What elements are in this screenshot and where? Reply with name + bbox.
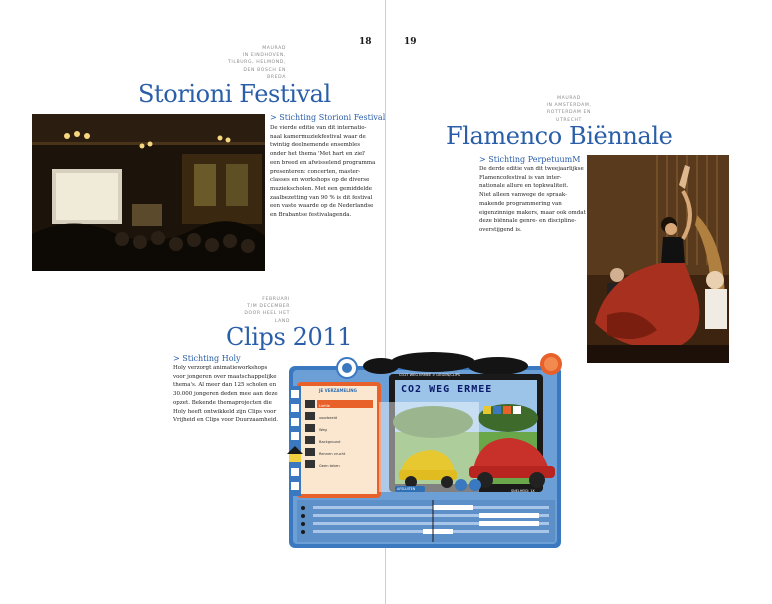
body-line: classes en workshops op de diverse xyxy=(270,177,370,184)
meta-line: MAURAD xyxy=(557,96,581,101)
body-line: eigenzinnige makers, maar ook omdat xyxy=(479,209,586,216)
page-number-right: 19 xyxy=(404,37,417,47)
body-line: makende programmering van xyxy=(479,200,562,207)
body-line: onder het thema 'Met hart en ziel' xyxy=(270,151,366,158)
body-line: nationale allure en topkwaliteit. xyxy=(479,183,569,190)
body-line: opzet. Bekende themaprojecten die xyxy=(173,399,272,406)
body-line: naal kamermuziekfestival waar de xyxy=(270,133,366,140)
body-line: zaalbezetting van 90 % is dit festival xyxy=(270,194,373,201)
meta-line: IN AMSTERDAM, xyxy=(546,103,592,109)
body-line: een vaste waarde op de Nederlandse xyxy=(270,203,374,210)
meta-line: ROTTERDAM EN xyxy=(547,110,591,116)
clips-title: Clips 2011 xyxy=(226,323,353,351)
meta-line: UTRECHT xyxy=(556,117,582,123)
app-speed-label: SNELHEID: 1X xyxy=(511,489,535,493)
body-line: De derde editie van dit tweejaarlijkse xyxy=(479,166,584,172)
flamenco-org: > Stichting PerpetuumM xyxy=(479,155,581,164)
body-line: Holy verzorgt animatieworkshops xyxy=(173,365,268,371)
body-line: De vierde editie van dit internatio- xyxy=(270,125,367,131)
body-line: en Brabantse festivalagenda. xyxy=(270,212,352,219)
flamenco-body xyxy=(479,165,586,235)
body-line: Niet alleen vanwege de spraak- xyxy=(479,192,567,199)
collection-item[interactable]: Weg xyxy=(319,428,327,432)
body-line: overstijgend is. xyxy=(479,226,522,233)
body-line: Vrijheid en Clips voor Duurzaamheid. xyxy=(173,417,278,424)
collection-item[interactable]: Geen teken xyxy=(319,464,340,468)
body-line: muziekscholen. Met een gemiddelde xyxy=(270,185,373,192)
body-line: voor jongeren over maatschappelijke xyxy=(173,373,277,380)
clips-body xyxy=(173,364,278,425)
collection-item[interactable]: Liefde xyxy=(319,404,330,408)
body-line: deze biënnale genre- en discipline- xyxy=(479,218,577,225)
body-line: presenteren: concerten, master- xyxy=(270,168,361,175)
meta-line: MAURAD xyxy=(262,46,286,51)
body-line: twintig deelnemende ensembles xyxy=(270,142,361,149)
collection-item[interactable]: Rennen vrucht xyxy=(319,452,346,456)
app-header: CO2T WEG ERMEE > LIEGEN/CLIPS xyxy=(399,373,461,377)
flamenco-meta xyxy=(540,95,598,124)
meta-line: T/M DECEMBER xyxy=(247,304,290,310)
meta-line: IN EINDHOVEN, xyxy=(242,53,286,59)
body-line: 30.000 jongeren deden mee aan deze xyxy=(173,391,278,398)
collection-item[interactable]: voorbeeld xyxy=(319,416,337,420)
app-panel-title: JE VERZAMELING xyxy=(319,388,357,393)
storioni-concert-photo xyxy=(32,114,265,271)
body-line: Flamencofestival is van inter- xyxy=(479,174,562,181)
flamenco-dancer-photo xyxy=(587,155,729,363)
meta-line: TILBURG, HELMOND, xyxy=(227,60,286,66)
storioni-title: Storioni Festival xyxy=(138,80,331,108)
body-line: Holy heeft ontwikkeld zijn Clips voor xyxy=(173,408,277,415)
app-collection-list xyxy=(319,400,345,472)
page-number-left: 18 xyxy=(359,37,372,47)
storioni-body xyxy=(270,124,375,220)
meta-line: DEN BOSCH EN xyxy=(243,67,286,73)
storioni-meta xyxy=(200,45,286,81)
flamenco-title: Flamenco Biënnale xyxy=(446,122,673,150)
body-line: een breed en afwisselend programma xyxy=(270,159,376,166)
clips-org: > Stichting Holy xyxy=(173,354,241,363)
storioni-org: > Stichting Storioni Festival xyxy=(270,113,386,122)
meta-line: FEBRUARI xyxy=(262,297,290,302)
body-line: thema's. Al meer dan 125 scholen en xyxy=(173,382,277,389)
meta-line: LAND xyxy=(274,318,290,324)
meta-line: BREDA xyxy=(267,74,286,80)
clips-meta xyxy=(232,296,290,325)
app-preview-label[interactable]: AFSLUITEN xyxy=(397,487,416,491)
collection-item[interactable]: Background xyxy=(319,440,341,444)
meta-line: DOOR HEEL HET xyxy=(244,311,290,317)
app-video-title: CO2 WEG ERMEE xyxy=(401,384,493,395)
clips-app-screenshot xyxy=(283,352,573,550)
